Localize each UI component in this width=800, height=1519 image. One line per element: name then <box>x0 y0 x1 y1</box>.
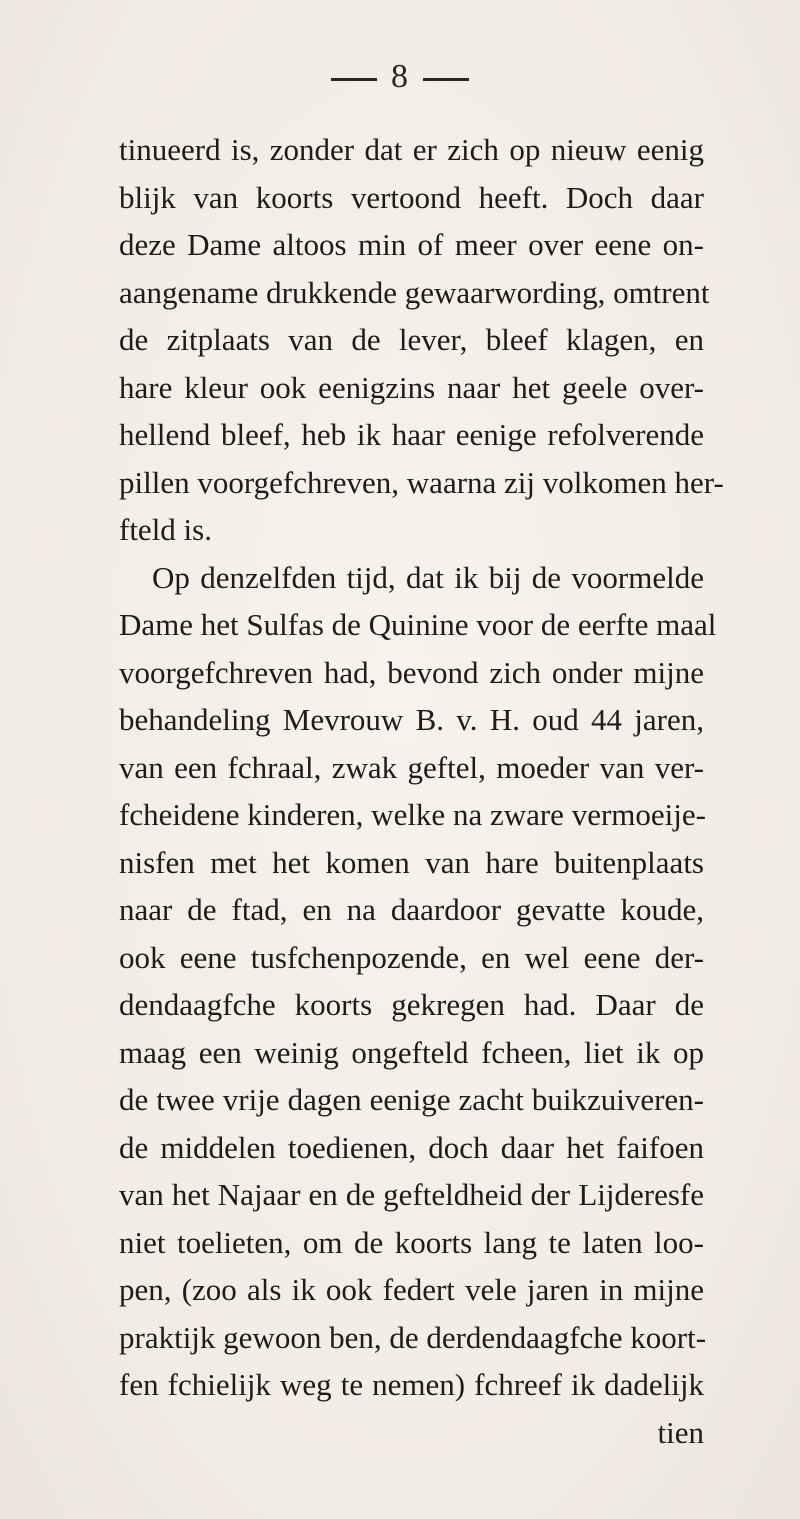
text-line: Op denzelfden tijd, dat ik bij de voormelde <box>152 559 704 595</box>
right-rule <box>423 78 469 81</box>
text-line: hellend bleef, heb ik haar eenige refolverende <box>119 417 704 452</box>
text-line: fen fchielijk weg te nemen) fchreef ik dadelijk <box>119 1367 704 1402</box>
page-number <box>0 58 800 96</box>
catchword: tien <box>657 1414 704 1450</box>
text-line: deze Dame altoos min of meer over eene on- <box>119 227 704 262</box>
text-line: hare kleur ook eenigzins naar het geele over- <box>119 369 704 405</box>
text-line: ook eene tusfchenpozende, en wel eene der- <box>119 939 704 975</box>
text-line: maag een weinig ongefteld fcheen, liet ik op <box>119 1034 704 1070</box>
text-line: pillen voorgefchreven, waarna zij volkomen her- <box>119 464 724 500</box>
text-line: tinueerd is, zonder dat er zich op nieuw eenig <box>119 132 704 167</box>
left-rule <box>331 78 377 81</box>
page-number-text: 8 <box>391 58 409 95</box>
text-line: pen, (zoo als ik ook federt vele jaren in mijne <box>119 1272 704 1307</box>
text-line: Dame het Sulfas de Quinine voor de eerfte maal <box>119 607 717 642</box>
text-line: de zitplaats van de lever, bleef klagen, en <box>119 322 704 357</box>
text-line: voorgefchreven had, bevond zich onder mijne <box>119 654 704 690</box>
text-line: praktijk gewoon ben, de derdendaagfche koort- <box>119 1319 707 1355</box>
text-line: aangename drukkende gewaarwording, omtrent <box>119 274 710 310</box>
text-line: naar de ftad, en na daardoor gevatte koude, <box>119 892 704 927</box>
text-line: van een fchraal, zwak geftel, moeder van ver- <box>119 749 704 785</box>
text-line: dendaagfche koorts gekregen had. Daar de <box>119 987 704 1022</box>
body-text <box>119 126 724 1456</box>
text-line: de twee vrije dagen eenige zacht buikzuiveren- <box>119 1082 704 1117</box>
text-line: de middelen toedienen, doch daar het faifoen <box>119 1129 704 1165</box>
text-line: van het Najaar en de gefteldheid der Lijderesfe <box>119 1177 704 1212</box>
text-line: fteld is. <box>119 512 212 547</box>
text-line: niet toelieten, om de koorts lang te laten loo- <box>119 1224 704 1260</box>
text-line: blijk van koorts vertoond heeft. Doch daar <box>119 179 704 215</box>
text-line: fcheidene kinderen, welke na zware vermoeije- <box>119 797 706 832</box>
text-line: nisfen met het komen van hare buitenplaats <box>119 844 704 880</box>
text-line: behandeling Mevrouw B. v. H. oud 44 jaren, <box>119 702 704 737</box>
